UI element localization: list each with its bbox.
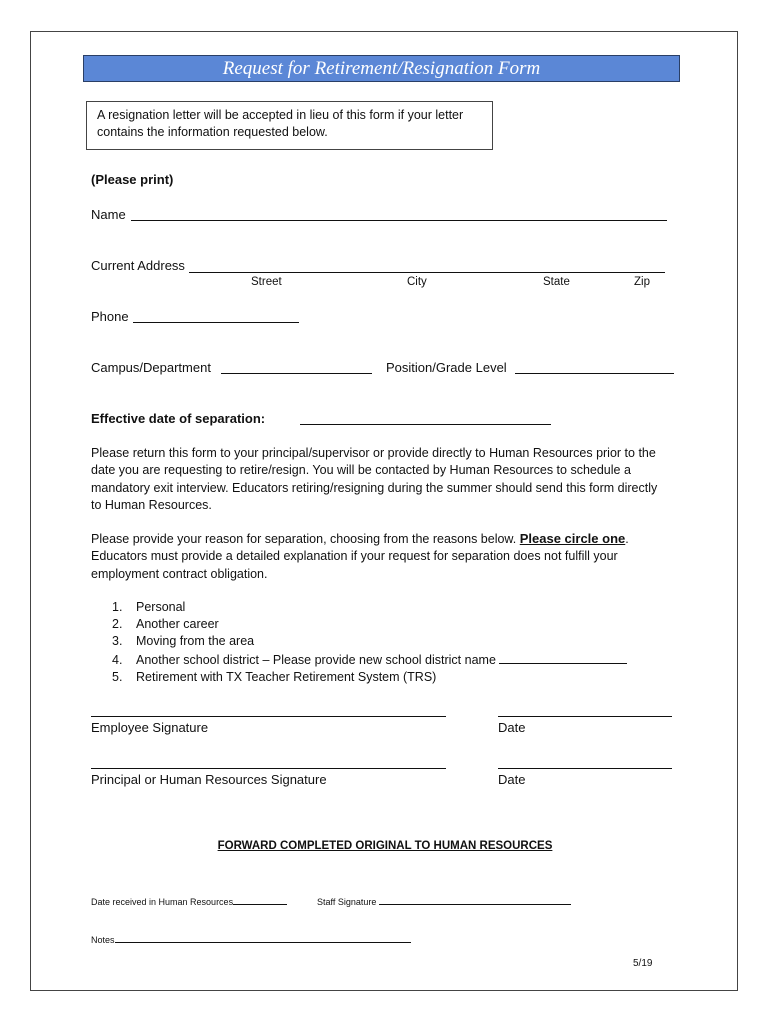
address-city-caption: City — [407, 276, 427, 288]
reason-intro-text: Please provide your reason for separation, choosing from the reasons below. — [91, 532, 517, 546]
forward-to-hr-note: FORWARD COMPLETED ORIGINAL TO HUMAN RESOURCES — [217, 840, 553, 852]
office-use-date-received — [91, 896, 287, 907]
reason-rest-text: . Educators must provide a detailed explanation if your request for separation does not fulfill your employment contract obligation. — [91, 532, 629, 581]
resignation-letter-note: A resignation letter will be accepted in lieu of this form if your letter contains the information requested below. — [86, 101, 493, 150]
please-print-label: (Please print) — [91, 172, 174, 187]
office-use-staff-signature — [317, 896, 571, 907]
current-address-label: Current Address — [91, 258, 185, 273]
reason-text: Retirement with TX Teacher Retirement System (TRS) — [136, 669, 437, 684]
employee-signature-label: Employee Signature — [91, 720, 209, 735]
staff-signature-input-line[interactable] — [379, 896, 571, 905]
reason-number: 5. — [112, 669, 123, 684]
position-grade-label: Position/Grade Level — [386, 360, 507, 375]
reason-item-another-district[interactable] — [112, 651, 627, 669]
reason-number: 4. — [112, 652, 123, 667]
phone-label: Phone — [91, 309, 129, 324]
reason-text: Another school district – Please provide new school district name — [136, 652, 496, 667]
reason-item-another-career[interactable] — [112, 616, 627, 633]
principal-hr-signature-label: Principal or Human Resources Signature — [91, 772, 327, 787]
notes-label: Notes — [91, 935, 115, 945]
reason-item-moving[interactable] — [112, 633, 627, 650]
staff-signature-label: Staff Signature — [317, 897, 377, 907]
reason-number: 3. — [112, 634, 123, 649]
reason-text: Moving from the area — [136, 634, 255, 649]
date-received-input-line[interactable] — [233, 896, 287, 905]
reason-item-trs-retirement[interactable] — [112, 669, 627, 686]
address-state-caption: State — [543, 276, 570, 288]
employee-signature-line[interactable] — [91, 716, 446, 717]
notes-input-line[interactable] — [115, 934, 411, 943]
effective-date-label: Effective date of separation: — [91, 411, 266, 426]
reasons-list — [112, 599, 627, 686]
date-received-label: Date received in Human Resources — [91, 897, 234, 907]
position-grade-input-line[interactable] — [515, 373, 674, 374]
name-input-line[interactable] — [131, 220, 667, 221]
principal-date-line[interactable] — [498, 768, 672, 769]
reason-item-personal[interactable] — [112, 599, 627, 616]
reason-number: 2. — [112, 617, 123, 632]
effective-date-input-line[interactable] — [300, 424, 551, 425]
office-use-notes — [91, 934, 411, 945]
campus-department-label: Campus/Department — [91, 360, 211, 375]
phone-input-line[interactable] — [133, 322, 299, 323]
principal-date-label: Date — [498, 772, 526, 787]
revision-label: 5/19 — [633, 958, 653, 969]
address-input-line[interactable] — [189, 272, 665, 273]
reason-instructions-paragraph — [91, 530, 661, 583]
name-label: Name — [91, 207, 126, 222]
school-district-input-line[interactable] — [499, 651, 627, 664]
return-instructions-paragraph: Please return this form to your principal/supervisor or provide directly to Human Resources prior to the date you are requesting to retire/resign. You will be contacted by Human Resources to schedule a mandatory exit interview. Educators retiring/resigning during the summer should send this form directly to Human Resources. — [91, 446, 658, 512]
employee-date-label: Date — [498, 720, 526, 735]
employee-date-line[interactable] — [498, 716, 672, 717]
form-title: Request for Retirement/Resignation Form — [83, 55, 680, 82]
address-zip-caption: Zip — [634, 276, 650, 288]
reason-text: Another career — [136, 617, 219, 632]
campus-department-input-line[interactable] — [221, 373, 372, 374]
reason-number: 1. — [112, 600, 123, 614]
principal-signature-line[interactable] — [91, 768, 446, 769]
please-circle-one-text: Please circle one — [519, 531, 626, 546]
address-street-caption: Street — [251, 276, 282, 288]
reason-text: Personal — [136, 600, 186, 614]
